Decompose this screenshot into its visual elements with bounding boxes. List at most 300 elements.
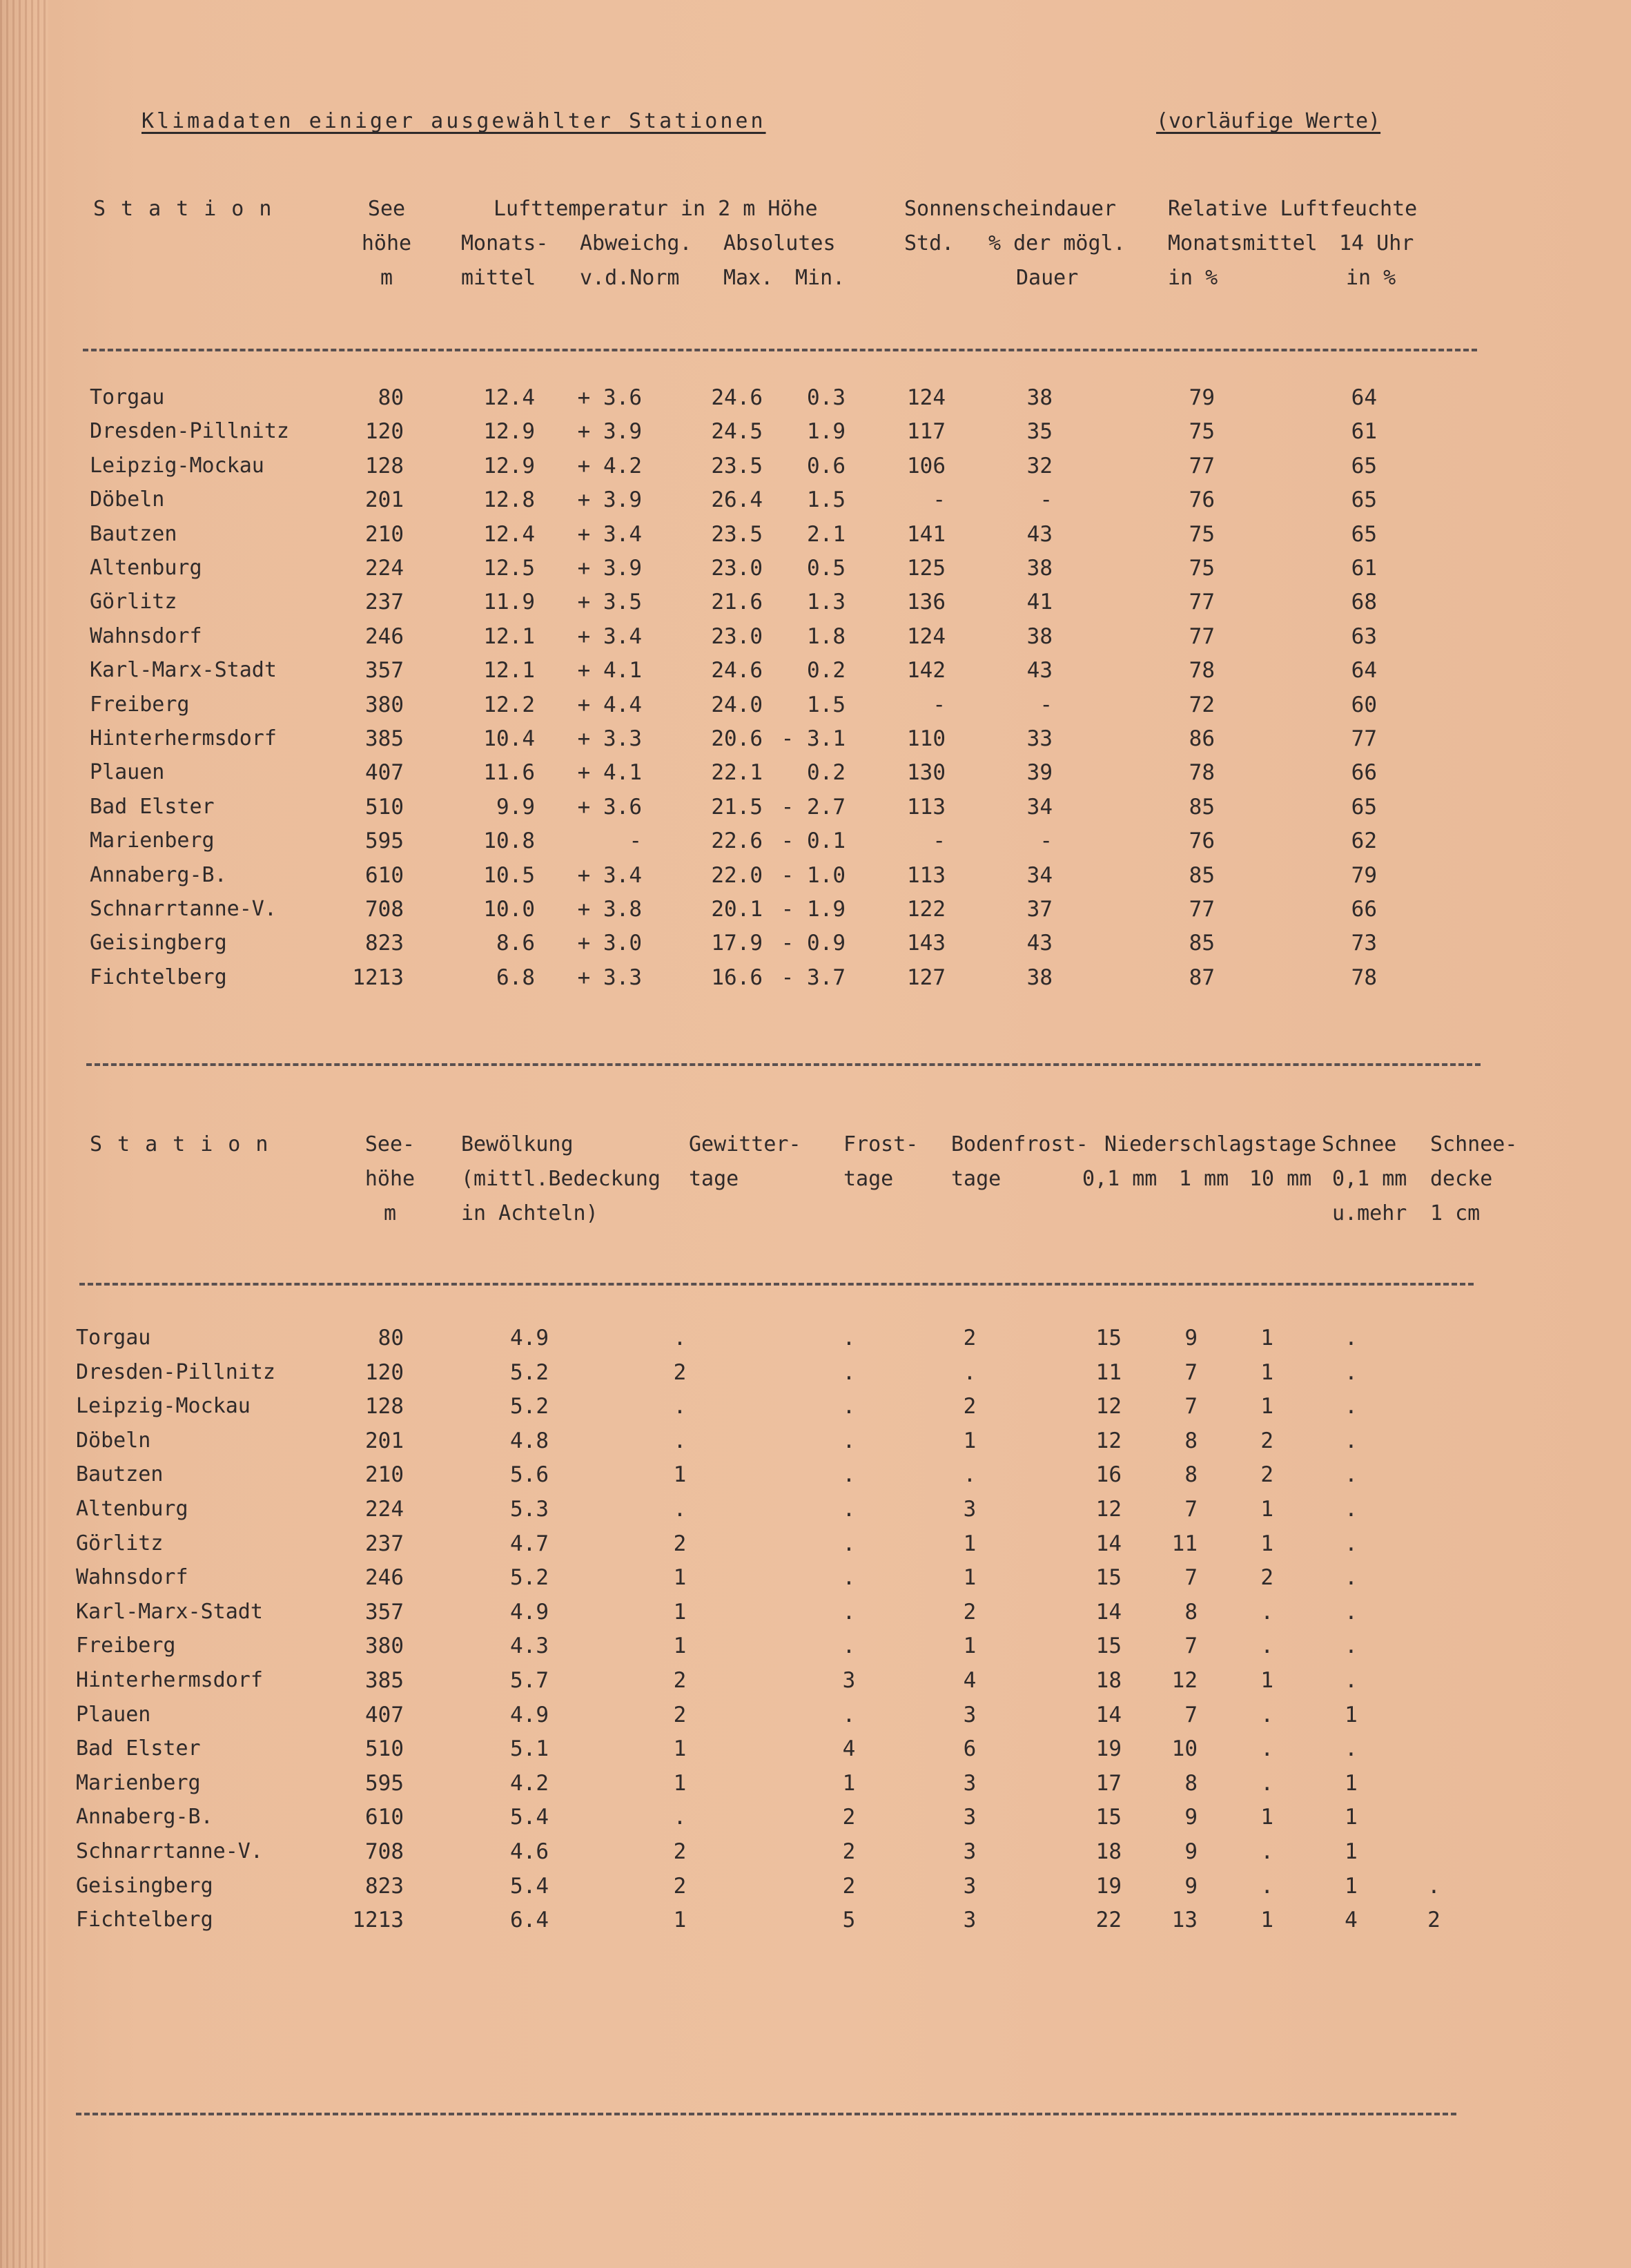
sonnen-prozent-value: 41 [1026,590,1053,615]
seehoehe-value: 210 [365,1462,404,1488]
seehoehe-value: 210 [365,521,404,547]
frost-value: . [842,1531,856,1556]
gewitter-value: 1 [673,1462,687,1488]
schnee-value: 1 [1345,1770,1358,1796]
bewoelkung-value: 6.4 [510,1908,549,1933]
sonnen-prozent-value: 43 [1026,658,1053,684]
bewoelkung-value: 4.7 [510,1531,549,1556]
max-value: 21.5 [711,794,763,820]
abweichung-value: + 3.9 [577,487,642,513]
station-name: Geisingberg [90,931,227,956]
abweichung-value: + 3.3 [577,726,642,751]
niederschlag-1-value: 9 [1184,1873,1198,1899]
feuchte-mittel-value: 75 [1189,419,1215,445]
schnee-value: . [1345,1634,1358,1659]
sonnen-prozent-value: 38 [1026,623,1053,649]
station-name: Karl-Marx-Stadt [76,1599,263,1624]
sonnen-prozent-value: 38 [1026,965,1053,990]
monatsmittel-value: 11.6 [483,760,535,786]
seehoehe-value: 407 [365,1702,404,1727]
sonnen-prozent-value: 34 [1026,862,1053,888]
abweichung-value: + 3.9 [577,419,642,445]
seehoehe-value: 1213 [352,1908,404,1933]
sonnen-std-value: 113 [907,862,946,888]
monatsmittel-value: 12.5 [483,556,535,581]
seehoehe-value: 120 [365,1359,404,1385]
abweichung-value: + 3.4 [577,623,642,649]
sonnen-prozent-value: 35 [1026,419,1053,445]
feuchte-mittel-value: 76 [1189,487,1215,513]
t2-header-schneedecke-1: Schnee- [1430,1132,1518,1156]
frost-value: . [842,1428,856,1453]
niederschlag-10-value: 1 [1260,1805,1273,1830]
bodenfrost-value: 2 [963,1394,977,1419]
max-value: 20.6 [711,726,763,751]
min-value: 2.1 [807,521,846,547]
gewitter-value: 1 [673,1634,687,1659]
feuchte-mittel-value: 86 [1189,726,1215,751]
gewitter-value: 1 [673,1565,687,1591]
niederschlag-1-value: 12 [1171,1668,1198,1693]
sonnen-std-value: 124 [907,385,946,410]
niederschlag-1-value: 8 [1184,1462,1198,1488]
station-name: Bautzen [90,521,177,546]
gewitter-value: 1 [673,1770,687,1796]
min-value: - 1.0 [781,862,846,888]
station-name: Leipzig-Mockau [76,1394,251,1419]
abweichung-value: + 3.9 [577,556,642,581]
t2-header-station: Station [90,1132,284,1156]
niederschlag-01-value: 19 [1095,1873,1122,1899]
bodenfrost-value: . [963,1462,977,1488]
min-value: - 0.9 [781,931,846,956]
feuchte-14-value: 78 [1351,965,1377,990]
gewitter-value: 2 [673,1359,687,1385]
niederschlag-10-value: . [1260,1839,1273,1864]
station-name: Altenburg [90,556,202,580]
frost-value: 2 [842,1873,856,1899]
bewoelkung-value: 5.2 [510,1565,549,1591]
frost-value: . [842,1462,856,1488]
sonnen-std-value: 130 [907,760,946,786]
niederschlag-10-value: 2 [1260,1462,1273,1488]
feuchte-14-value: 68 [1351,590,1377,615]
max-value: 26.4 [711,487,763,513]
bewoelkung-value: 5.2 [510,1359,549,1385]
bodenfrost-value: 3 [963,1805,977,1830]
gewitter-value: 1 [673,1736,687,1762]
t2-header-n1: 1 mm [1179,1167,1229,1191]
niederschlag-10-value: . [1260,1702,1273,1727]
seehoehe-value: 201 [365,487,404,513]
schnee-value: . [1345,1394,1358,1419]
niederschlag-1-value: 9 [1184,1805,1198,1830]
station-name: Hinterhermsdorf [76,1668,263,1692]
frost-value: 3 [842,1668,856,1693]
sonnen-prozent-value: 43 [1026,521,1053,547]
niederschlag-10-value: 1 [1260,1531,1273,1556]
sonnen-prozent-value: 43 [1026,931,1053,956]
station-name: Freiberg [76,1634,176,1658]
station-name: Hinterhermsdorf [90,726,277,750]
abweichung-value: + 3.4 [577,521,642,547]
station-name: Döbeln [76,1428,151,1453]
t1-header-seehoehe-3: m [380,266,393,290]
station-name: Annaberg-B. [76,1805,213,1830]
bewoelkung-value: 4.9 [510,1599,549,1625]
sonnen-std-value: - [932,828,946,854]
max-value: 24.5 [711,419,763,445]
frost-value: 4 [842,1736,856,1762]
schnee-value: 1 [1345,1805,1358,1830]
gewitter-value: 2 [673,1839,687,1864]
seehoehe-value: 357 [365,658,404,684]
schnee-value: 1 [1345,1839,1358,1864]
bodenfrost-value: 1 [963,1565,977,1591]
schnee-value: . [1345,1565,1358,1591]
seehoehe-value: 595 [365,1770,404,1796]
max-value: 23.5 [711,453,763,478]
t2-header-frost-2: tage [843,1167,894,1191]
feuchte-14-value: 66 [1351,897,1377,922]
abweichung-value: + 3.6 [577,794,642,820]
monatsmittel-value: 12.9 [483,419,535,445]
monatsmittel-value: 6.8 [496,965,535,990]
sonnen-prozent-value: 33 [1026,726,1053,751]
niederschlag-10-value: . [1260,1599,1273,1625]
station-name: Görlitz [90,590,177,614]
seehoehe-value: 823 [365,1873,404,1899]
feuchte-14-value: 63 [1351,623,1377,649]
bodenfrost-value: 3 [963,1497,977,1522]
seehoehe-value: 224 [365,556,404,581]
min-value: 1.5 [807,487,846,513]
sonnen-std-value: 124 [907,623,946,649]
niederschlag-1-value: 7 [1184,1634,1198,1659]
niederschlag-1-value: 13 [1171,1908,1198,1933]
feuchte-14-value: 64 [1351,385,1377,410]
bewoelkung-value: 4.9 [510,1702,549,1727]
monatsmittel-value: 12.2 [483,692,535,717]
bewoelkung-value: 5.3 [510,1497,549,1522]
abweichung-value: + 3.6 [577,385,642,410]
bodenfrost-value: 1 [963,1634,977,1659]
monatsmittel-value: 12.4 [483,385,535,410]
monatsmittel-value: 10.8 [483,828,535,854]
frost-value: . [842,1599,856,1625]
sonnen-std-value: - [932,692,946,717]
station-name: Fichtelberg [90,965,227,989]
feuchte-14-value: 77 [1351,726,1377,751]
t1-header-absolutes: Absolutes [723,231,836,255]
station-name: Fichtelberg [76,1908,213,1932]
niederschlag-1-value: 8 [1184,1428,1198,1453]
t1-header-feuchte-14-2: in % [1346,266,1396,290]
t2-header-schneedecke-3: 1 cm [1430,1201,1481,1225]
station-name: Geisingberg [76,1873,213,1898]
feuchte-mittel-value: 85 [1189,794,1215,820]
niederschlag-10-value: 2 [1260,1565,1273,1591]
seehoehe-value: 595 [365,828,404,854]
station-name: Dresden-Pillnitz [76,1359,275,1384]
seehoehe-value: 823 [365,931,404,956]
t2-header-n01: 0,1 mm [1082,1167,1158,1191]
station-name: Bad Elster [76,1736,201,1761]
bodenfrost-value: 1 [963,1428,977,1453]
niederschlag-10-value: 1 [1260,1668,1273,1693]
min-value: 0.3 [807,385,846,410]
sonnen-std-value: 113 [907,794,946,820]
frost-value: 2 [842,1839,856,1864]
max-value: 24.6 [711,385,763,410]
seehoehe-value: 246 [365,1565,404,1591]
niederschlag-10-value: 1 [1260,1497,1273,1522]
t2-header-gewitter-1: Gewitter- [689,1132,801,1156]
t2-header-schnee-1: Schnee [1322,1132,1397,1156]
niederschlag-01-value: 15 [1095,1634,1122,1659]
feuchte-mittel-value: 77 [1189,453,1215,478]
sonnen-std-value: 141 [907,521,946,547]
station-name: Wahnsdorf [76,1565,188,1590]
feuchte-14-value: 79 [1351,862,1377,888]
bewoelkung-value: 5.4 [510,1873,549,1899]
bewoelkung-value: 5.2 [510,1394,549,1419]
t2-header-bewoelkung-1: Bewölkung [461,1132,574,1156]
min-value: - 0.1 [781,828,846,854]
frost-value: . [842,1565,856,1591]
schnee-value: . [1345,1428,1358,1453]
gewitter-value: . [673,1428,687,1453]
station-name: Marienberg [76,1770,201,1795]
sonnen-std-value: 142 [907,658,946,684]
niederschlag-01-value: 19 [1095,1736,1122,1762]
t1-header-abweichung-1: Abweichg. [580,231,692,255]
schnee-value: 1 [1345,1702,1358,1727]
min-value: - 3.1 [781,726,846,751]
schnee-value: . [1345,1462,1358,1488]
niederschlag-01-value: 12 [1095,1497,1122,1522]
seehoehe-value: 380 [365,692,404,717]
abweichung-value: + 3.0 [577,931,642,956]
niederschlag-01-value: 15 [1095,1565,1122,1591]
min-value: - 1.9 [781,897,846,922]
min-value: 1.9 [807,419,846,445]
feuchte-mittel-value: 77 [1189,897,1215,922]
niederschlag-1-value: 7 [1184,1702,1198,1727]
t2-header-bodenfrost-1: Bodenfrost- [951,1132,1088,1156]
seehoehe-value: 128 [365,1394,404,1419]
monatsmittel-value: 12.8 [483,487,535,513]
max-value: 23.0 [711,623,763,649]
feuchte-mittel-value: 75 [1189,556,1215,581]
station-name: Bautzen [76,1462,164,1487]
feuchte-mittel-value: 72 [1189,692,1215,717]
seehoehe-value: 385 [365,1668,404,1693]
t2-header-niederschlag: Niederschlagstage [1104,1132,1317,1156]
frost-value: . [842,1497,856,1522]
feuchte-mittel-value: 79 [1189,385,1215,410]
station-name: Schnarrtanne-V. [76,1839,263,1863]
min-value: 0.5 [807,556,846,581]
feuchte-mittel-value: 76 [1189,828,1215,854]
min-value: 0.6 [807,453,846,478]
feuchte-14-value: 62 [1351,828,1377,854]
min-value: 1.5 [807,692,846,717]
niederschlag-01-value: 11 [1095,1359,1122,1385]
t1-header-abweichung-2: v.d.Norm [580,266,680,290]
schnee-value: . [1345,1736,1358,1762]
niederschlag-01-value: 12 [1095,1428,1122,1453]
niederschlag-01-value: 12 [1095,1394,1122,1419]
max-value: 17.9 [711,931,763,956]
sonnen-std-value: 122 [907,897,946,922]
t1-header-seehoehe-1: See [367,197,406,221]
abweichung-value: + 3.8 [577,897,642,922]
bewoelkung-value: 5.4 [510,1805,549,1830]
t2-header-schnee-3: u.mehr [1332,1201,1407,1225]
sonnen-std-value: 143 [907,931,946,956]
station-name: Karl-Marx-Stadt [90,658,277,683]
seehoehe-value: 246 [365,623,404,649]
min-value: - 2.7 [781,794,846,820]
gewitter-value: 2 [673,1531,687,1556]
niederschlag-1-value: 8 [1184,1599,1198,1625]
seehoehe-value: 80 [378,385,404,410]
sonnen-prozent-value: - [1039,487,1053,513]
feuchte-mittel-value: 78 [1189,760,1215,786]
seehoehe-value: 80 [378,1326,404,1350]
feuchte-14-value: 61 [1351,556,1377,581]
feuchte-14-value: 65 [1351,521,1377,547]
seehoehe-value: 357 [365,1599,404,1625]
bewoelkung-value: 5.6 [510,1462,549,1488]
feuchte-14-value: 61 [1351,419,1377,445]
t1-header-feuchte: Relative Luftfeuchte [1168,197,1418,221]
bodenfrost-value: 2 [963,1599,977,1625]
niederschlag-1-value: 11 [1171,1531,1198,1556]
t2-bottom-divider [76,2113,1456,2115]
t1-header-feuchte-mittel-2: in % [1168,266,1218,290]
monatsmittel-value: 12.1 [483,623,535,649]
gewitter-value: 2 [673,1668,687,1693]
bewoelkung-value: 4.2 [510,1770,549,1796]
gewitter-value: . [673,1394,687,1419]
seehoehe-value: 407 [365,760,404,786]
max-value: 23.0 [711,556,763,581]
t1-header-seehoehe-2: höhe [361,231,412,255]
t1-header-min: Min. [795,266,846,290]
station-name: Marienberg [90,828,215,853]
paper-edge [0,0,48,2268]
seehoehe-value: 224 [365,1497,404,1522]
seehoehe-value: 128 [365,453,404,478]
bewoelkung-value: 4.9 [510,1326,549,1350]
monatsmittel-value: 10.5 [483,862,535,888]
bodenfrost-value: 3 [963,1839,977,1864]
feuchte-mittel-value: 85 [1189,862,1215,888]
feuchte-14-value: 60 [1351,692,1377,717]
t2-header-gewitter-2: tage [689,1167,739,1191]
station-name: Torgau [76,1326,151,1350]
niederschlag-01-value: 14 [1095,1531,1122,1556]
gewitter-value: 2 [673,1702,687,1727]
frost-value: . [842,1326,856,1350]
sonnen-std-value: 125 [907,556,946,581]
feuchte-mittel-value: 77 [1189,623,1215,649]
niederschlag-01-value: 15 [1095,1805,1122,1830]
min-value: 1.3 [807,590,846,615]
niederschlag-10-value: 1 [1260,1394,1273,1419]
t2-header-schneedecke-2: decke [1430,1167,1493,1191]
bewoelkung-value: 4.6 [510,1839,549,1864]
niederschlag-01-value: 18 [1095,1668,1122,1693]
feuchte-14-value: 65 [1351,487,1377,513]
station-name: Dresden-Pillnitz [90,419,289,444]
niederschlag-10-value: 1 [1260,1326,1273,1350]
bodenfrost-value: 4 [963,1668,977,1693]
station-name: Plauen [76,1702,151,1727]
max-value: 21.6 [711,590,763,615]
niederschlag-01-value: 15 [1095,1326,1122,1350]
frost-value: . [842,1359,856,1385]
niederschlag-01-value: 17 [1095,1770,1122,1796]
feuchte-mittel-value: 87 [1189,965,1215,990]
schnee-value: . [1345,1359,1358,1385]
sonnen-prozent-value: 38 [1026,556,1053,581]
schneedecke-value: 2 [1427,1908,1440,1933]
sonnen-std-value: 127 [907,965,946,990]
sonnen-prozent-value: 39 [1026,760,1053,786]
niederschlag-1-value: 7 [1184,1565,1198,1591]
frost-value: . [842,1394,856,1419]
schnee-value: . [1345,1668,1358,1693]
t2-header-seehoehe-3: m [383,1201,397,1225]
max-value: 24.0 [711,692,763,717]
t1-header-divider [83,349,1477,351]
bodenfrost-value: 2 [963,1326,977,1350]
monatsmittel-value: 10.0 [483,897,535,922]
station-name: Leipzig-Mockau [90,453,264,478]
t1-header-max: Max. [723,266,774,290]
feuchte-14-value: 65 [1351,453,1377,478]
niederschlag-1-value: 8 [1184,1770,1198,1796]
bodenfrost-value: 3 [963,1770,977,1796]
schneedecke-value: . [1427,1873,1440,1899]
abweichung-value: + 4.1 [577,760,642,786]
t2-header-bewoelkung-2: (mittl.Bedeckung [461,1167,661,1191]
t1-header-monatsmittel-1: Monats- [461,231,549,255]
abweichung-value: + 3.5 [577,590,642,615]
t1-header-monatsmittel-2: mittel [461,266,536,290]
monatsmittel-value: 11.9 [483,590,535,615]
t1-header-sonnen: Sonnenscheindauer [904,197,1117,221]
feuchte-mittel-value: 75 [1189,521,1215,547]
t1-header-feuchte-14-1: 14 Uhr [1339,231,1414,255]
frost-value: 5 [842,1908,856,1933]
niederschlag-1-value: 7 [1184,1497,1198,1522]
frost-value: . [842,1702,856,1727]
niederschlag-01-value: 14 [1095,1599,1122,1625]
seehoehe-value: 385 [365,726,404,751]
min-value: 0.2 [807,658,846,684]
niederschlag-1-value: 7 [1184,1359,1198,1385]
seehoehe-value: 708 [365,1839,404,1864]
schnee-value: . [1345,1599,1358,1625]
sonnen-std-value: 106 [907,453,946,478]
gewitter-value: . [673,1326,687,1350]
frost-value: 2 [842,1805,856,1830]
bewoelkung-value: 5.7 [510,1668,549,1693]
